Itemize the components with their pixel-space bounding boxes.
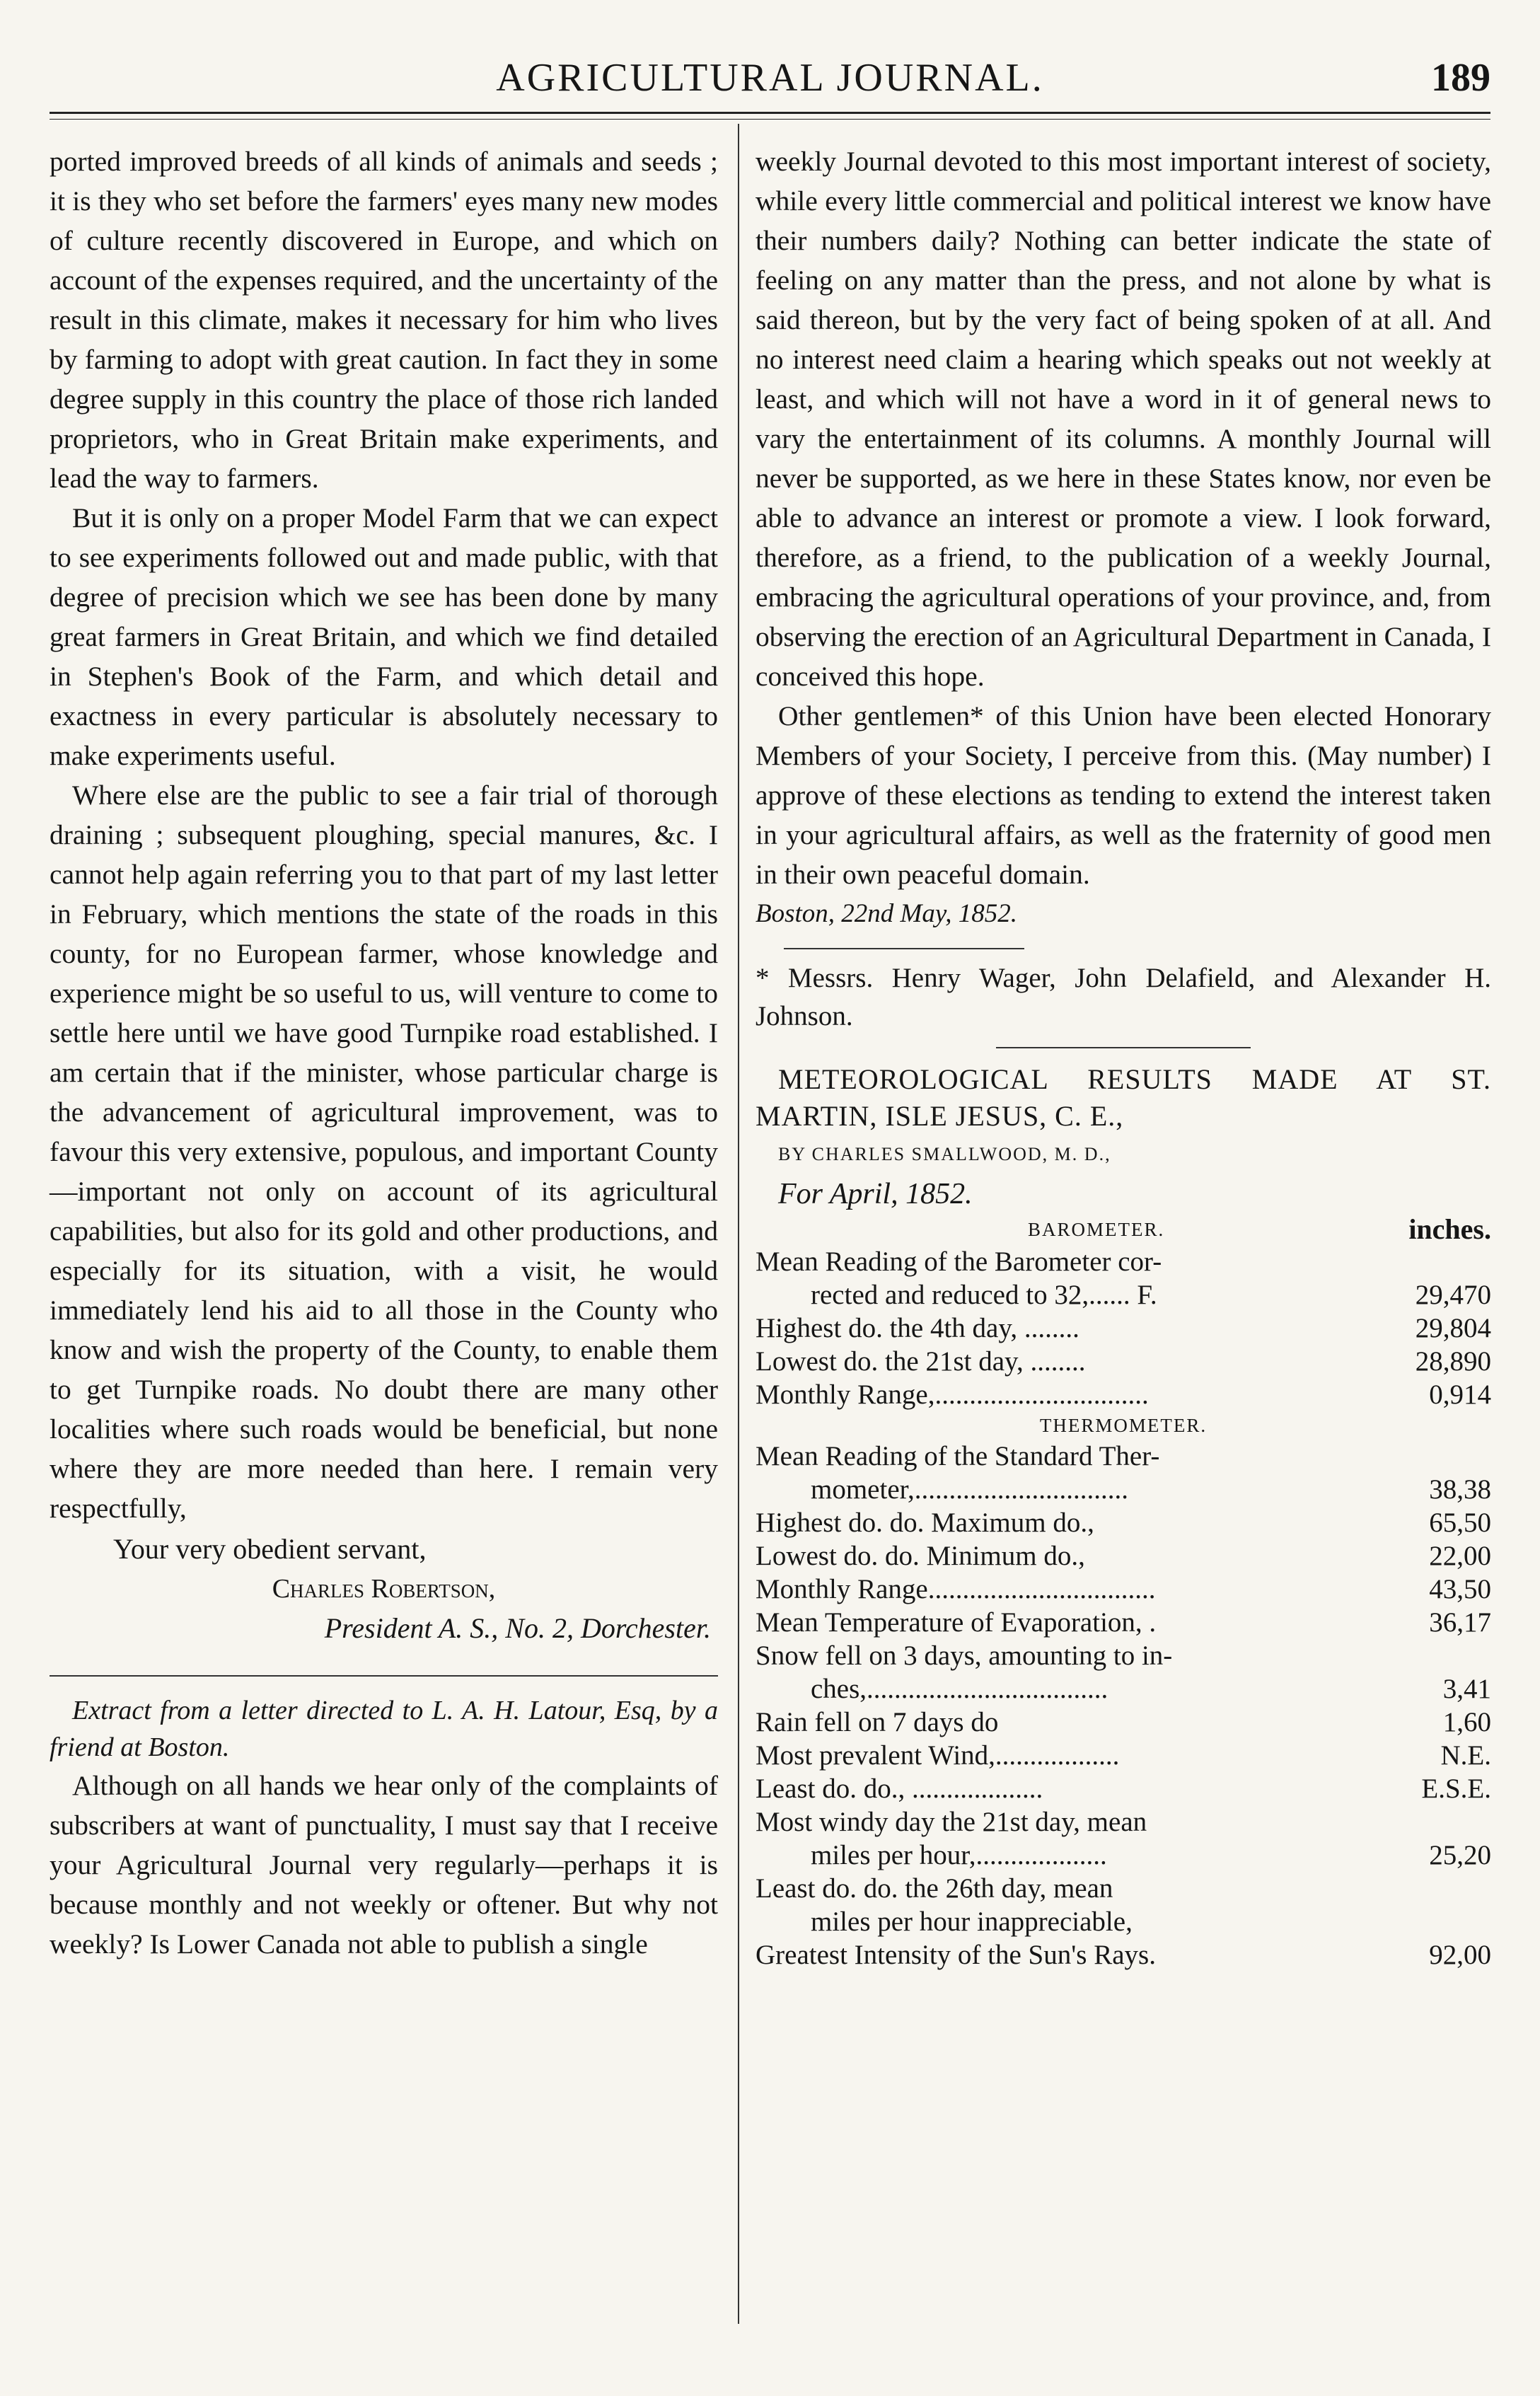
row-value: 36,17 (1429, 1607, 1491, 1638)
row-label: Greatest Intensity of the Sun's Rays. (755, 1940, 1156, 1970)
row-value: 22,00 (1429, 1541, 1491, 1571)
table-row (755, 1938, 1491, 1972)
table-row (755, 1278, 1491, 1312)
meteorological-byline: BY CHARLES SMALLWOOD, M. D., (778, 1144, 1111, 1164)
row-value: 92,00 (1429, 1940, 1491, 1970)
barometer-unit: inches. (1408, 1213, 1491, 1245)
row-label: Monthly Range................................. (755, 1574, 1156, 1604)
paragraph: Where else are the public to see a fair trial of thorough draining ; subsequent ploughing, special manures, &c. I cannot help again referring you to that part of my last letter in February, which mentions the state of the roads in this county, for no European farmer, whose knowledge and experience might be so useful to us, will venture to come to settle here until we have good Turnpike road established. I am certain that if the minister, whose particular charge is the advancement of agricultural improvement, was to favour this very extensive, populous, and important County—important not only on account of its agricultural capabilities, but also for its gold and other productions, and especially for its situation, with a visit, he would immediately lend his aid to all those in the County who know and wish the property of the County, to enable them to get Turnpike roads. No doubt there are many other localities where such roads would be beneficial, but none where they are more needed than here. I remain very respectfully, (50, 780, 718, 1524)
row-label: Least do. do. the 26th day, mean (755, 1873, 1113, 1904)
table-row (755, 1245, 1491, 1278)
thermometer-table (755, 1440, 1491, 1972)
paragraph: Although on all hands we hear only of the complaints of subscribers at want of punctuality, I must say that I receive your Agricultural Journal very regularly—perhaps it is because monthly and not weekly or oftener. But why not weekly? Is Lower Canada not able to publish a single (50, 1770, 718, 1960)
row-value: 25,20 (1429, 1840, 1491, 1870)
row-label: rected and reduced to 32,...... F. (811, 1280, 1157, 1310)
left-column (50, 141, 718, 1964)
section-rule (996, 1047, 1251, 1048)
paragraph: ported improved breeds of all kinds of animals and seeds ; it is they who set before the farmers' eyes many new modes of culture recently discovered in Europe, and which on account of the expenses required, and the uncertainty of the result in this climate, makes it necessary for him who lives by farming to adopt with great caution. In fact they in some degree supply in this country the place of those rich landed proprietors, who in Great Britain make experiments, and lead the way to farmers. (50, 146, 718, 494)
section-rule (50, 1675, 718, 1677)
row-label: Mean Reading of the Barometer cor- (755, 1246, 1162, 1277)
row-label: miles per hour inappreciable, (811, 1906, 1133, 1937)
meteorological-title: METEOROLOGICAL RESULTS MADE AT ST. MARTIN, ISLE JESUS, C. E., (755, 1063, 1491, 1132)
row-label: Highest do. do. Maximum do., (755, 1507, 1094, 1538)
table-row (755, 1573, 1491, 1606)
table-row (755, 1772, 1491, 1805)
table-row (755, 1606, 1491, 1639)
row-value: 1,60 (1442, 1707, 1491, 1737)
row-label: Lowest do. do. Minimum do., (755, 1541, 1085, 1571)
right-column (755, 141, 1491, 1972)
table-row (755, 1905, 1491, 1938)
table-row (755, 1473, 1491, 1506)
signature-closing: Your very obedient servant, (113, 1533, 427, 1565)
row-label: Rain fell on 7 days do (755, 1707, 999, 1737)
paragraph: Other gentlemen* of this Union have been elected Honorary Members of your Society, I perceive from this. (May number) I approve of these elections as tending to extend the interest taken in your agricultural affairs, as well as the fraternity of good men in their own peaceful domain. (755, 700, 1491, 890)
table-row (755, 1706, 1491, 1739)
row-label: Snow fell on 3 days, amounting to in- (755, 1640, 1173, 1671)
row-value: 43,50 (1429, 1574, 1491, 1604)
extract-heading: Extract from a letter directed to L. A. H. Latour, Esq, by a friend at Boston. (50, 1696, 718, 1762)
signature-name: Charles Robertson, (272, 1574, 496, 1604)
running-header (0, 55, 1540, 119)
row-value: 3,41 (1442, 1674, 1491, 1704)
row-label: ches,................................... (811, 1674, 1108, 1704)
row-label: Lowest do. the 21st day, ........ (755, 1346, 1086, 1377)
row-value: 65,50 (1429, 1507, 1491, 1538)
row-label: Most windy day the 21st day, mean (755, 1807, 1147, 1837)
row-label: Least do. do., ................... (755, 1773, 1043, 1804)
row-value: 38,38 (1429, 1474, 1491, 1505)
barometer-heading: BAROMETER. (1028, 1219, 1165, 1240)
barometer-table (755, 1245, 1491, 1411)
row-value: 29,470 (1415, 1280, 1491, 1310)
table-row (755, 1539, 1491, 1573)
row-label: Mean Reading of the Standard Ther- (755, 1441, 1160, 1471)
running-title: AGRICULTURAL JOURNAL. (496, 56, 1044, 100)
paragraph: But it is only on a proper Model Farm that we can expect to see experiments followed out and made public, with that degree of precision which we see has been done by many great farmers in Great Britain, and which we find detailed in Stephen's Book of the Farm, and which detail and exactness in every particular is absolutely necessary to make experiments useful. (50, 502, 718, 771)
row-value: 29,804 (1415, 1313, 1491, 1343)
table-row (755, 1805, 1491, 1839)
table-row (755, 1378, 1491, 1411)
header-rule (50, 112, 1490, 114)
table-row (755, 1506, 1491, 1539)
table-row (755, 1839, 1491, 1872)
table-row (755, 1672, 1491, 1706)
table-row (755, 1345, 1491, 1378)
column-divider (738, 124, 739, 2324)
footnote-rule (784, 948, 1024, 949)
row-value: E.S.E. (1421, 1773, 1491, 1804)
page-number: 189 (1431, 56, 1490, 100)
row-label: Most prevalent Wind,.................. (755, 1740, 1120, 1771)
row-value: 28,890 (1415, 1346, 1491, 1377)
row-label: mometer,............................... (811, 1474, 1129, 1505)
table-row (755, 1440, 1491, 1473)
row-label: Highest do. the 4th day, ........ (755, 1313, 1079, 1343)
header-rule-thin (50, 119, 1490, 120)
thermometer-heading: THERMOMETER. (1039, 1415, 1208, 1436)
footnote: * Messrs. Henry Wager, John Delafield, and Alexander H. Johnson. (755, 963, 1491, 1031)
row-label: miles per hour,................... (811, 1840, 1107, 1870)
table-row (755, 1312, 1491, 1345)
meteorological-period: For April, 1852. (778, 1178, 973, 1210)
barometer-heading-row (755, 1214, 1491, 1245)
table-row (755, 1739, 1491, 1772)
table-row (755, 1639, 1491, 1672)
row-value: N.E. (1440, 1740, 1491, 1771)
table-row (755, 1872, 1491, 1905)
signature-title: President A. S., No. 2, Dorchester. (324, 1612, 711, 1644)
row-label: Mean Temperature of Evaporation, . (755, 1607, 1157, 1638)
row-label: Monthly Range,............................... (755, 1379, 1149, 1410)
row-value: 0,914 (1429, 1379, 1491, 1410)
paragraph: weekly Journal devoted to this most important interest of society, while every little commercial and political interest we know have their numbers daily? Nothing can better indicate the state of feeling on any matter than the press, and not alone by what is said thereon, but by the very fact of being spoken of at all. And no interest need claim a hearing which speaks out not weekly at least, and which will not have a word in it of general news to vary the entertainment of its columns. A monthly Journal will never be supported, as we here in these States know, nor even be able to advance an interest or promote a view. I look forward, therefore, as a friend, to the publication of a weekly Journal, embracing the agricultural operations of your province, and, from observing the erection of an Agricultural Department in Canada, I conceived this hope. (755, 146, 1491, 692)
dateline: Boston, 22nd May, 1852. (755, 899, 1017, 928)
